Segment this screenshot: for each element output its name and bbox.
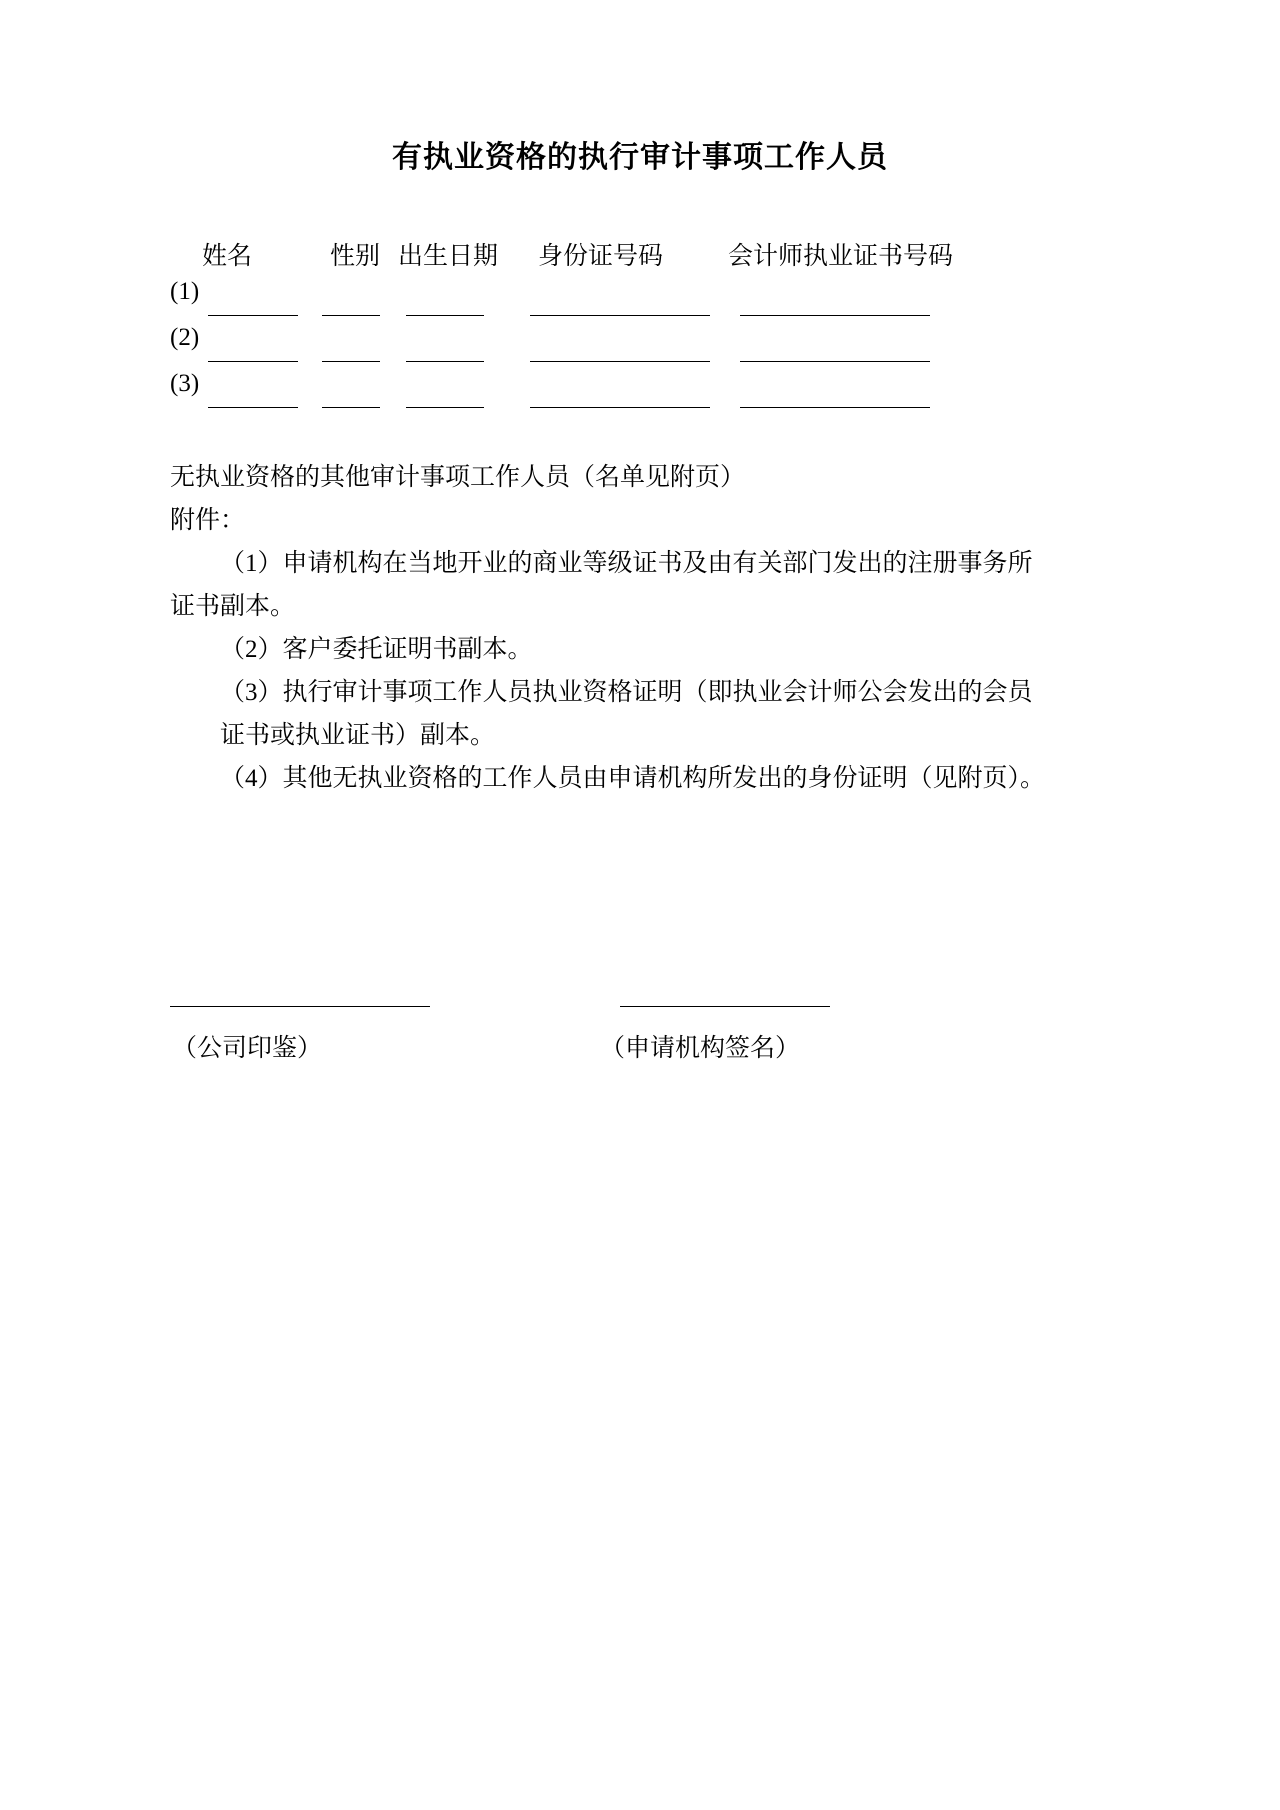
signature-block [170,990,1110,1068]
row-number: (1) [170,278,200,305]
table-row [170,370,1110,416]
column-header-id-number: 身份证号码 [538,243,664,270]
column-header-gender: 性别 [330,243,381,270]
gender-field[interactable] [322,361,380,362]
column-header-birth-date: 出生日期 [398,243,499,270]
name-field[interactable] [208,315,298,316]
cpa-cert-number-field[interactable] [740,407,930,408]
attachment-item-3-line-1: （3）执行审计事项工作人员执业资格证明（即执业会计师公会发出的会员 [220,679,1033,706]
id-number-field[interactable] [530,315,710,316]
attachment-item-4-line-1: （4）其他无执业资格的工作人员由申请机构所发出的身份证明（见附页）。 [220,765,1046,792]
attachment-item-3-line-2: 证书或执业证书）副本。 [220,722,496,749]
birth-date-field[interactable] [406,407,484,408]
qualified-staff-table [170,236,1110,416]
birth-date-field[interactable] [406,361,484,362]
body-content [170,456,1110,800]
company-seal-label: （公司印鉴） [172,1035,323,1062]
column-header-name: 姓名 [202,243,253,270]
name-field[interactable] [208,407,298,408]
page-title: 有执业资格的执行审计事项工作人员 [392,141,888,174]
attachment-item-1-line-1: （1）申请机构在当地开业的商业等级证书及由有关部门发出的注册事务所 [220,550,1033,577]
name-field[interactable] [208,361,298,362]
attachments-label: 附件： [170,507,246,534]
applicant-signature-field[interactable] [620,1006,830,1007]
signature-labels [170,1028,1110,1068]
table-header-row [170,236,1110,278]
cpa-cert-number-field[interactable] [740,315,930,316]
cpa-cert-number-field[interactable] [740,361,930,362]
row-number: (2) [170,324,200,351]
id-number-field[interactable] [530,407,710,408]
attachment-item-1-line-2: 证书副本。 [170,593,296,620]
applicant-signature-label: （申请机构签名） [600,1035,801,1062]
birth-date-field[interactable] [406,315,484,316]
row-number: (3) [170,370,200,397]
gender-field[interactable] [322,407,380,408]
column-header-cpa-cert-number: 会计师执业证书号码 [728,243,954,270]
gender-field[interactable] [322,315,380,316]
table-row [170,324,1110,370]
attachment-item-2-line-1: （2）客户委托证明书副本。 [220,636,533,663]
unqualified-staff-note: 无执业资格的其他审计事项工作人员（名单见附页） [170,464,746,491]
signature-rules [170,990,1110,1016]
table-row [170,278,1110,324]
id-number-field[interactable] [530,361,710,362]
company-seal-field[interactable] [170,1006,430,1007]
